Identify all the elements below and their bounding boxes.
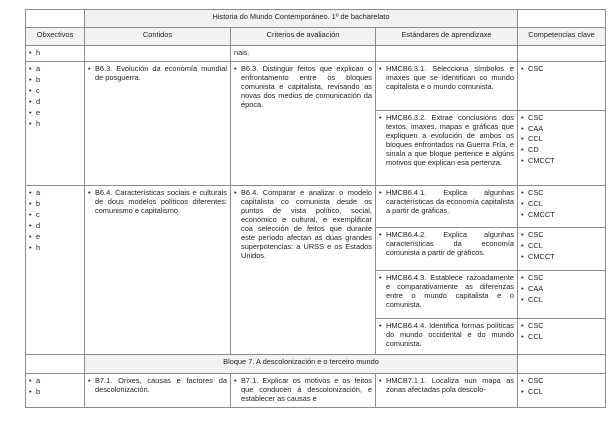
- competence-item: • CCL: [521, 332, 602, 341]
- objective-item: • a: [29, 64, 81, 73]
- standard-text: • HMCB6.3.1. Selecciona símbolos e imaxes que se identifican co mundo capitalista e o mundo comunista.: [379, 64, 514, 91]
- competence-item: • CMCCT: [521, 156, 602, 165]
- standards-cell: [376, 271, 518, 319]
- table-row: [26, 374, 606, 408]
- criteria-cell: [231, 374, 376, 408]
- block-corner-cell: [26, 355, 85, 374]
- table-row: [26, 46, 606, 62]
- objective-item: • c: [29, 86, 81, 95]
- objectives-cell: [26, 186, 85, 355]
- competences-cell: [518, 62, 606, 111]
- block-corner-cell-right: [518, 355, 606, 374]
- competence-item: • CSC: [521, 321, 602, 330]
- objectives-cell: [26, 46, 85, 62]
- competence-item: • CSC: [521, 188, 602, 197]
- header-contents: Contidos: [85, 28, 231, 46]
- objective-item: • b: [29, 387, 81, 396]
- header-objectives: Obxectivos: [26, 28, 85, 46]
- competence-item: • CAA: [521, 124, 602, 133]
- objective-item: • b: [29, 75, 81, 84]
- competences-cell: [518, 111, 606, 186]
- criteria-cell: [231, 186, 376, 355]
- competence-item: • CAA: [521, 284, 602, 293]
- criteria-text: nais.: [234, 48, 250, 57]
- contents-cell: [85, 46, 231, 62]
- competences-cell: [518, 46, 606, 62]
- table-title: Historia do Mundo Contemporáneo. 1º de bacharelato: [85, 10, 518, 28]
- objective-item: • c: [29, 210, 81, 219]
- competences-cell: [518, 319, 606, 355]
- content-text: • B6.3. Evolución da economía mundial de posguerra.: [88, 64, 227, 82]
- objective-item: • d: [29, 97, 81, 106]
- header-competences: Competencias clave: [518, 28, 606, 46]
- objective-item: • e: [29, 108, 81, 117]
- header-standards: Estándares de aprendizaxe: [376, 28, 518, 46]
- competence-item: • CD: [521, 145, 602, 154]
- competence-item: • CMCCT: [521, 210, 602, 219]
- competences-cell: [518, 228, 606, 271]
- standard-text: • HMCB6.4.2. Explica algunhas características da economía comunista a partir de gráficos.: [379, 230, 514, 257]
- standards-cell: [376, 374, 518, 408]
- column-header-row: [26, 28, 606, 46]
- curriculum-table: [25, 9, 606, 408]
- objectives-cell: [26, 62, 85, 186]
- contents-cell: [85, 374, 231, 408]
- standards-cell: [376, 46, 518, 62]
- competence-item: • CSC: [521, 113, 602, 122]
- competence-item: • CSC: [521, 376, 602, 385]
- objective-item: • h: [29, 243, 81, 252]
- competence-item: • CCL: [521, 295, 602, 304]
- standards-cell: [376, 228, 518, 271]
- content-text: • B6.4. Características sociais e culturais de dous modelos políticos diferentes: comunismo e capitalismo.: [88, 188, 227, 215]
- standard-text: • HMCB6.4.4. Identifica formas políticas do mundo occidental e do mundo comunista.: [379, 321, 514, 348]
- competences-cell: [518, 271, 606, 319]
- objective-item: • a: [29, 188, 81, 197]
- objective-item: • h: [29, 119, 81, 128]
- competences-cell: [518, 374, 606, 408]
- standards-cell: [376, 62, 518, 111]
- competences-cell: [518, 186, 606, 228]
- block-title-row: [26, 355, 606, 374]
- contents-cell: [85, 186, 231, 355]
- criterion-text: • B7.1. Explicar os motivos e os feitos que conducen á descolonización, e establecer as causas e: [234, 376, 372, 403]
- table-title-row: [26, 10, 606, 28]
- standard-text: • HMCB6.4.1. Explica algunhas características da economía capitalista a partir de gráficas.: [379, 188, 514, 215]
- objective-item: • b: [29, 199, 81, 208]
- competence-item: • CSC: [521, 273, 602, 282]
- competence-item: • CCL: [521, 241, 602, 250]
- competence-item: • CSC: [521, 64, 602, 73]
- competence-item: • CCL: [521, 387, 602, 396]
- standards-cell: [376, 111, 518, 186]
- criteria-cell: [231, 46, 376, 62]
- standards-cell: [376, 319, 518, 355]
- corner-cell-right: [518, 10, 606, 28]
- competence-item: • CSC: [521, 230, 602, 239]
- objective-item: • d: [29, 221, 81, 230]
- objective-item: • e: [29, 232, 81, 241]
- competence-item: • CCL: [521, 134, 602, 143]
- criterion-text: • B6.4. Comparar e analizar o modelo capitalista co comunista desde os puntos de vista político, social, económico e cultural, e exemplificar coa selección de feitos que durante este período afectan as dúas grandes superpotencias: a URSS e os Estados Unidos.: [234, 188, 372, 260]
- header-criteria: Criterios de avaliación: [231, 28, 376, 46]
- standard-text: • HMCB7.1.1. Localiza nun mapa as zonas afectadas pola descolo-: [379, 376, 514, 394]
- objective-item: • h: [29, 48, 81, 57]
- competence-item: • CCL: [521, 199, 602, 208]
- table-row: [26, 62, 606, 111]
- contents-cell: [85, 62, 231, 186]
- criteria-cell: [231, 62, 376, 186]
- standards-cell: [376, 186, 518, 228]
- block-title: Bloque 7. A descolonización e o terceiro mundo: [85, 355, 518, 374]
- standard-text: • HMCB6.4.3. Establece razoadamente e comparativamente as diferenzas entre o mundo capitalista e o comunista.: [379, 273, 514, 309]
- standard-text: • HMCB6.3.2. Extrae conclusións dos textos, imaxes, mapas e gráficas que expliquen a evolución de ambos os bloques enfrontados na Guerra Fría, e sinala a que bloque pertence e algúns motivos que explican esa pertenza.: [379, 113, 514, 167]
- table-row: [26, 186, 606, 228]
- corner-cell: [26, 10, 85, 28]
- competence-item: • CMCCT: [521, 252, 602, 261]
- content-text: • B7.1. Orixes, causas e factores da descolonización.: [88, 376, 227, 394]
- objective-item: • a: [29, 376, 81, 385]
- criterion-text: • B6.3. Distinguir feitos que explican o enfrontamento entre os bloques comunista e capitalista, revisando as novas dos medios de comunicación da época.: [234, 64, 372, 109]
- objectives-cell: [26, 374, 85, 408]
